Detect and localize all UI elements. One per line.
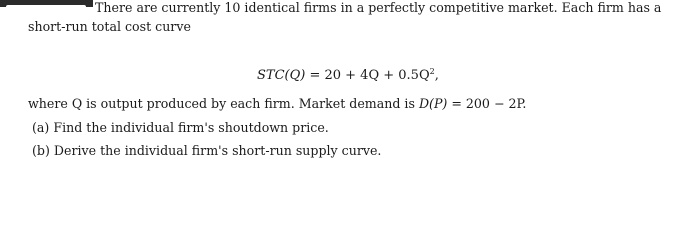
question-b-label: (b): [32, 143, 50, 158]
question-b: [32, 145, 381, 158]
intro-line-1: There are currently 10 identical firms in a perfectly competitive market. Each firm has a: [95, 0, 662, 15]
question-a-text: Find the individual firm's shoutdown price.: [53, 120, 329, 135]
equation-exponent: 2: [429, 67, 435, 76]
equation-comma: ,: [434, 67, 439, 83]
question-a-label: (a): [32, 120, 50, 135]
equation-rhs: = 20 + 4Q + 0.5Q: [305, 67, 430, 83]
demand-function: D(P): [418, 96, 448, 111]
question-a: [32, 122, 329, 135]
cost-equation: [257, 68, 439, 82]
where-text: where Q is output produced by each firm. Market demand is: [28, 96, 419, 111]
redacted-mark: [0, 0, 93, 7]
intro-line-2: short-run total cost curve: [28, 19, 191, 34]
where-line: [28, 98, 526, 111]
question-b-text: Derive the individual firm's short-run supply curve.: [53, 143, 382, 158]
demand-rhs: = 200 − 2P.: [447, 96, 527, 111]
equation-lhs: STC(Q): [257, 67, 306, 83]
